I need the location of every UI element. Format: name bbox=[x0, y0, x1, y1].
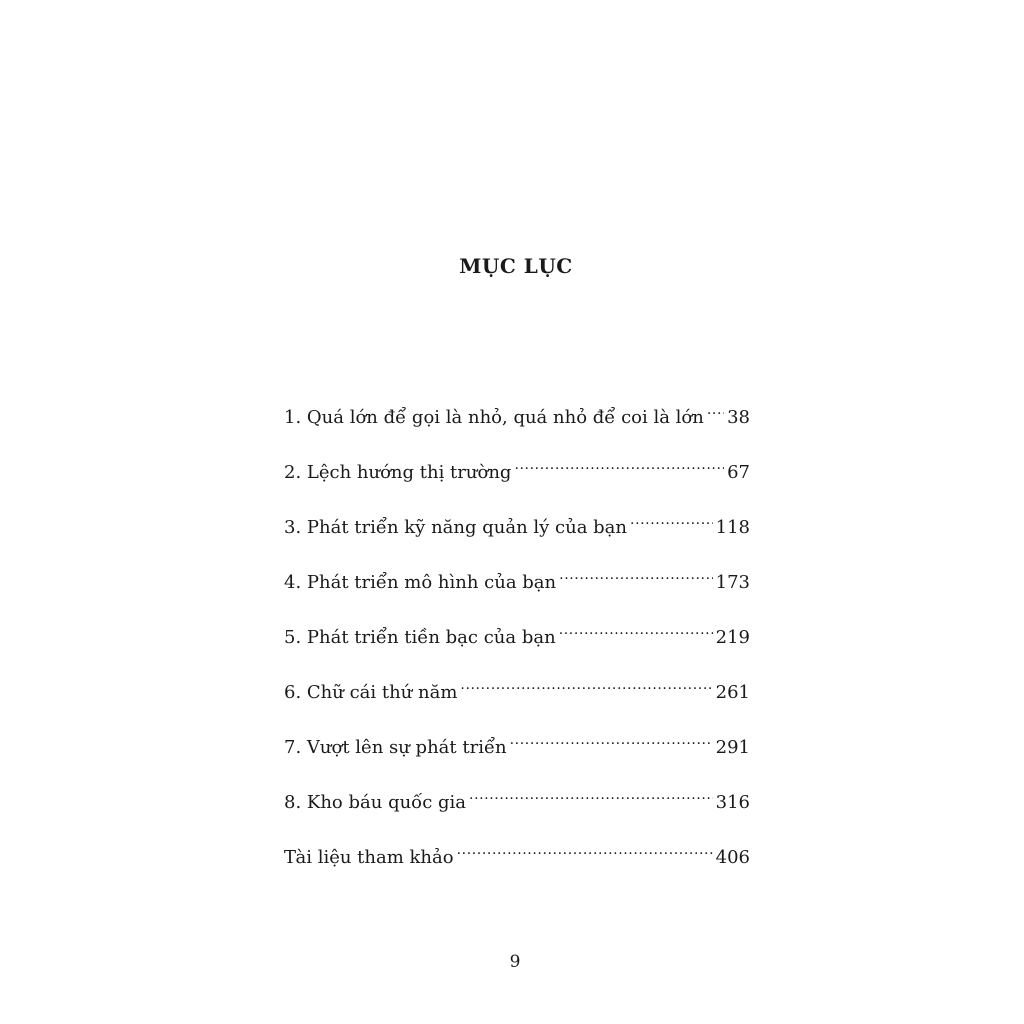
toc-entry-label: 7. Vượt lên sự phát triển bbox=[284, 737, 507, 758]
toc-dot-leader bbox=[559, 625, 713, 643]
toc-dot-leader bbox=[460, 680, 712, 698]
toc-entry-page: 67 bbox=[727, 462, 750, 483]
toc-entry-label: 5. Phát triển tiền bạc của bạn bbox=[284, 627, 556, 648]
toc-dot-leader bbox=[469, 790, 713, 808]
toc-entry-page: 173 bbox=[715, 572, 750, 593]
toc-entry bbox=[284, 843, 750, 898]
toc-entry-page: 261 bbox=[715, 682, 750, 703]
toc-entry-page: 118 bbox=[715, 517, 750, 538]
toc-dot-leader bbox=[707, 405, 724, 423]
toc-dot-leader bbox=[510, 735, 713, 753]
toc-entry bbox=[284, 733, 750, 788]
toc-entry-label: 1. Quá lớn để gọi là nhỏ, quá nhỏ để coi là lớn bbox=[284, 407, 704, 428]
toc-entry bbox=[284, 513, 750, 568]
toc-list bbox=[284, 403, 750, 898]
toc-entry bbox=[284, 678, 750, 733]
toc-entry-page: 406 bbox=[715, 847, 750, 868]
toc-entry-label: 4. Phát triển mô hình của bạn bbox=[284, 572, 557, 593]
toc-entry-label: 3. Phát triển kỹ năng quản lý của bạn bbox=[284, 517, 628, 538]
toc-entry bbox=[284, 623, 750, 678]
toc-entry-label: 2. Lệch hướng thị trường bbox=[284, 462, 512, 483]
toc-entry bbox=[284, 403, 750, 458]
toc-entry bbox=[284, 568, 750, 623]
toc-entry-label: 6. Chữ cái thứ năm bbox=[284, 682, 458, 703]
toc-entry-label: Tài liệu tham khảo bbox=[284, 847, 454, 868]
toc-entry bbox=[284, 458, 750, 513]
toc-dot-leader bbox=[457, 845, 713, 863]
page-number: 9 bbox=[509, 952, 521, 972]
toc-entry-page: 38 bbox=[727, 407, 750, 428]
toc-dot-leader bbox=[559, 570, 713, 588]
toc-entry bbox=[284, 788, 750, 843]
toc-dot-leader bbox=[630, 515, 713, 533]
toc-entry-label: 8. Kho báu quốc gia bbox=[284, 792, 467, 813]
toc-dot-leader bbox=[514, 460, 724, 478]
toc-title: MỤC LỤC bbox=[459, 254, 573, 278]
toc-entry-page: 316 bbox=[715, 792, 750, 813]
toc-entry-page: 219 bbox=[715, 627, 750, 648]
toc-entry-page: 291 bbox=[715, 737, 750, 758]
